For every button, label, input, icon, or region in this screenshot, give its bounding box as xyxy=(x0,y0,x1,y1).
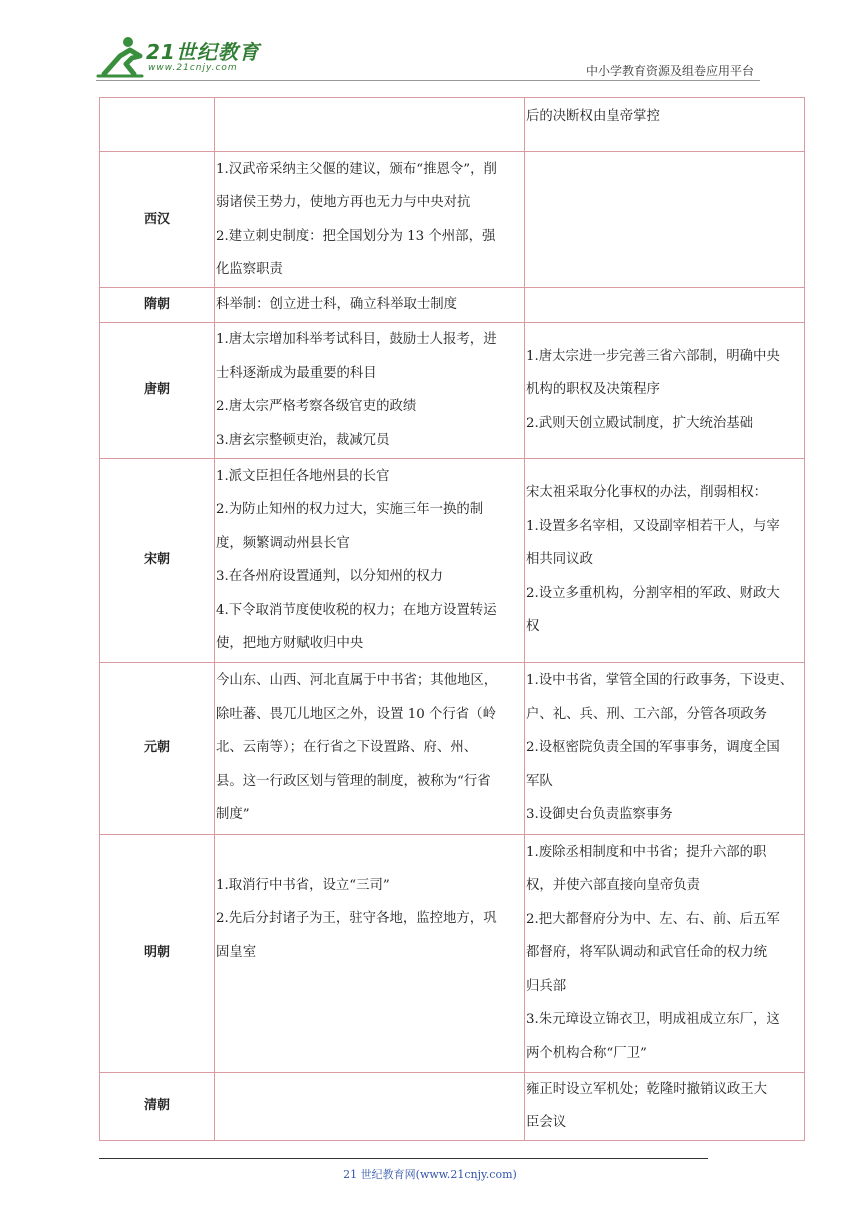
cell-line: 士科逐渐成为最重要的科目 xyxy=(216,365,377,381)
cell-line: 2.先后分封诸子为王，驻守各地，监控地方，巩 xyxy=(216,911,497,926)
header-divider xyxy=(96,80,760,81)
dynasty-cell: 唐朝 xyxy=(100,322,215,458)
cell-line: 度，频繁调动州县长官 xyxy=(216,535,350,551)
local-measures-cell xyxy=(215,322,525,458)
cell-line: 宋太祖采取分化事权的办法，削弱相权： xyxy=(526,485,768,501)
cell-line: 3.在各州府设置通判，以分知州的权力 xyxy=(216,569,444,584)
cell-line: 2.武则天创立殿试制度，扩大统治基础 xyxy=(526,415,754,431)
cell-line: 权 xyxy=(526,619,540,635)
table-row xyxy=(100,288,805,323)
cell-line: 科举制：创立进士科，确立科举取士制度 xyxy=(216,297,458,312)
dynasty-cell: 明朝 xyxy=(100,834,215,1072)
cell-line: 北、云南等）；在行省之下设置路、府、州、 xyxy=(216,740,478,756)
central-measures-cell xyxy=(525,322,805,458)
cell-line: 机构的职权及决策程序 xyxy=(526,382,660,398)
central-measures-cell xyxy=(525,662,805,834)
cell-line: 相共同议政 xyxy=(526,552,593,568)
cell-line: 1.设中书省，掌管全国的行政事务，下设吏、 xyxy=(526,673,794,689)
cell-line: 化监察职责 xyxy=(216,262,283,277)
logo-url: www.21cnjy.com xyxy=(148,63,238,73)
cell-line: 4.下令取消节度使收税的权力；在地方设置转运 xyxy=(216,602,497,618)
cell-line: 两个机构合称“厂卫” xyxy=(526,1045,647,1061)
cell-line: 2.建立刺史制度：把全国划分为 13 个州部，强 xyxy=(216,228,496,244)
cell-line: 户、礼、兵、刑、工六部，分管各项政务 xyxy=(526,706,768,722)
cell-line: 2.设枢密院负责全国的军事事务，调度全国 xyxy=(526,740,780,756)
cell-line: 1.唐太宗增加科举考试科目，鼓励士人报考，进 xyxy=(216,332,497,347)
cell-line: 军队 xyxy=(526,773,553,789)
local-measures-cell xyxy=(215,288,525,323)
table-row xyxy=(100,1072,805,1140)
cell-line: 1.唐太宗进一步完善三省六部制，明确中央 xyxy=(526,348,780,364)
cell-line: 2.为防止知州的权力过大，实施三年一换的制 xyxy=(216,502,484,517)
cell-line: 2.设立多重机构，分割宰相的军政、财政大 xyxy=(526,585,780,601)
cell-line: 2.唐太宗严格考察各级官吏的政绩 xyxy=(216,399,417,414)
central-measures-cell xyxy=(525,458,805,662)
cell-line: 1.取消行中书省，设立“三司” xyxy=(216,877,390,893)
local-measures-cell xyxy=(215,458,525,662)
cell-line: 3.唐玄宗整顿吏治，裁减冗员 xyxy=(216,432,390,448)
dynasty-cell: 清朝 xyxy=(100,1072,215,1140)
footer-divider xyxy=(99,1158,708,1159)
central-measures-cell xyxy=(525,1072,805,1140)
local-measures-cell xyxy=(215,662,525,834)
cell-line: 2.把大都督府分为中、左、右、前、后五军 xyxy=(526,911,780,927)
dynasty-cell: 西汉 xyxy=(100,152,215,288)
dynasty-cell: 隋朝 xyxy=(100,288,215,323)
dynasty-cell: 宋朝 xyxy=(100,458,215,662)
table-row xyxy=(100,322,805,458)
table-row xyxy=(100,662,805,834)
cell-line: 1.废除丞相制度和中书省；提升六部的职 xyxy=(526,844,767,860)
central-measures-cell xyxy=(525,288,805,323)
dynasty-cell xyxy=(100,98,215,152)
cell-line: 固皇室 xyxy=(216,944,257,960)
cell-line: 1.派文臣担任各地州县的长官 xyxy=(216,468,390,484)
central-measures-cell xyxy=(525,152,805,288)
cell-line: 1.汉武帝采纳主父偃的建议，颁布“推恩令”，削 xyxy=(216,161,497,177)
runner-logo-icon xyxy=(96,34,148,78)
table-row xyxy=(100,834,805,1072)
local-measures-cell xyxy=(215,98,525,152)
platform-title: 中小学教育资源及组卷应用平台 xyxy=(585,64,754,78)
cell-line: 今山东、山西、河北直属于中书省；其他地区， xyxy=(216,673,498,689)
cell-line: 1.设置多名宰相，又设副宰相若干人，与宰 xyxy=(526,518,780,534)
cell-line: 后的决断权由皇帝掌控 xyxy=(526,109,660,124)
cell-line: 都督府，将军队调动和武官任命的权力统 xyxy=(526,945,768,961)
cell-line: 3.设御史台负责监察事务 xyxy=(526,807,673,823)
cell-line: 除吐蕃、畏兀儿地区之外，设置 10 个行省（岭 xyxy=(216,706,496,722)
local-measures-cell xyxy=(215,152,525,288)
page-header xyxy=(96,34,756,80)
footer-text: 21 世纪教育网(www.21cnjy.com) xyxy=(343,1168,517,1181)
table-row xyxy=(100,98,805,152)
site-logo xyxy=(96,34,266,78)
cell-line: 县。这一行政区划与管理的制度，被称为“行省 xyxy=(216,773,491,789)
local-measures-cell xyxy=(215,834,525,1072)
cell-line: 使，把地方财赋收归中央 xyxy=(216,636,364,651)
cell-line: 弱诸侯王势力，使地方再也无力与中央对抗 xyxy=(216,195,471,210)
logo-text: 21世纪教育 xyxy=(146,40,260,64)
central-measures-cell xyxy=(525,98,805,152)
dynasty-cell: 元朝 xyxy=(100,662,215,834)
cell-line: 臣会议 xyxy=(526,1115,567,1130)
local-measures-cell xyxy=(215,1072,525,1140)
table-row xyxy=(100,152,805,288)
table-row xyxy=(100,458,805,662)
cell-line: 3.朱元璋设立锦衣卫，明成祖成立东厂，这 xyxy=(526,1012,780,1028)
cell-line: 归兵部 xyxy=(526,978,567,994)
cell-line: 雍正时设立军机处；乾隆时撤销议政王大 xyxy=(526,1081,768,1097)
dynasty-table xyxy=(99,97,805,1141)
central-measures-cell xyxy=(525,834,805,1072)
cell-line: 制度” xyxy=(216,807,250,823)
cell-line: 权，并使六部直接向皇帝负责 xyxy=(526,878,701,894)
